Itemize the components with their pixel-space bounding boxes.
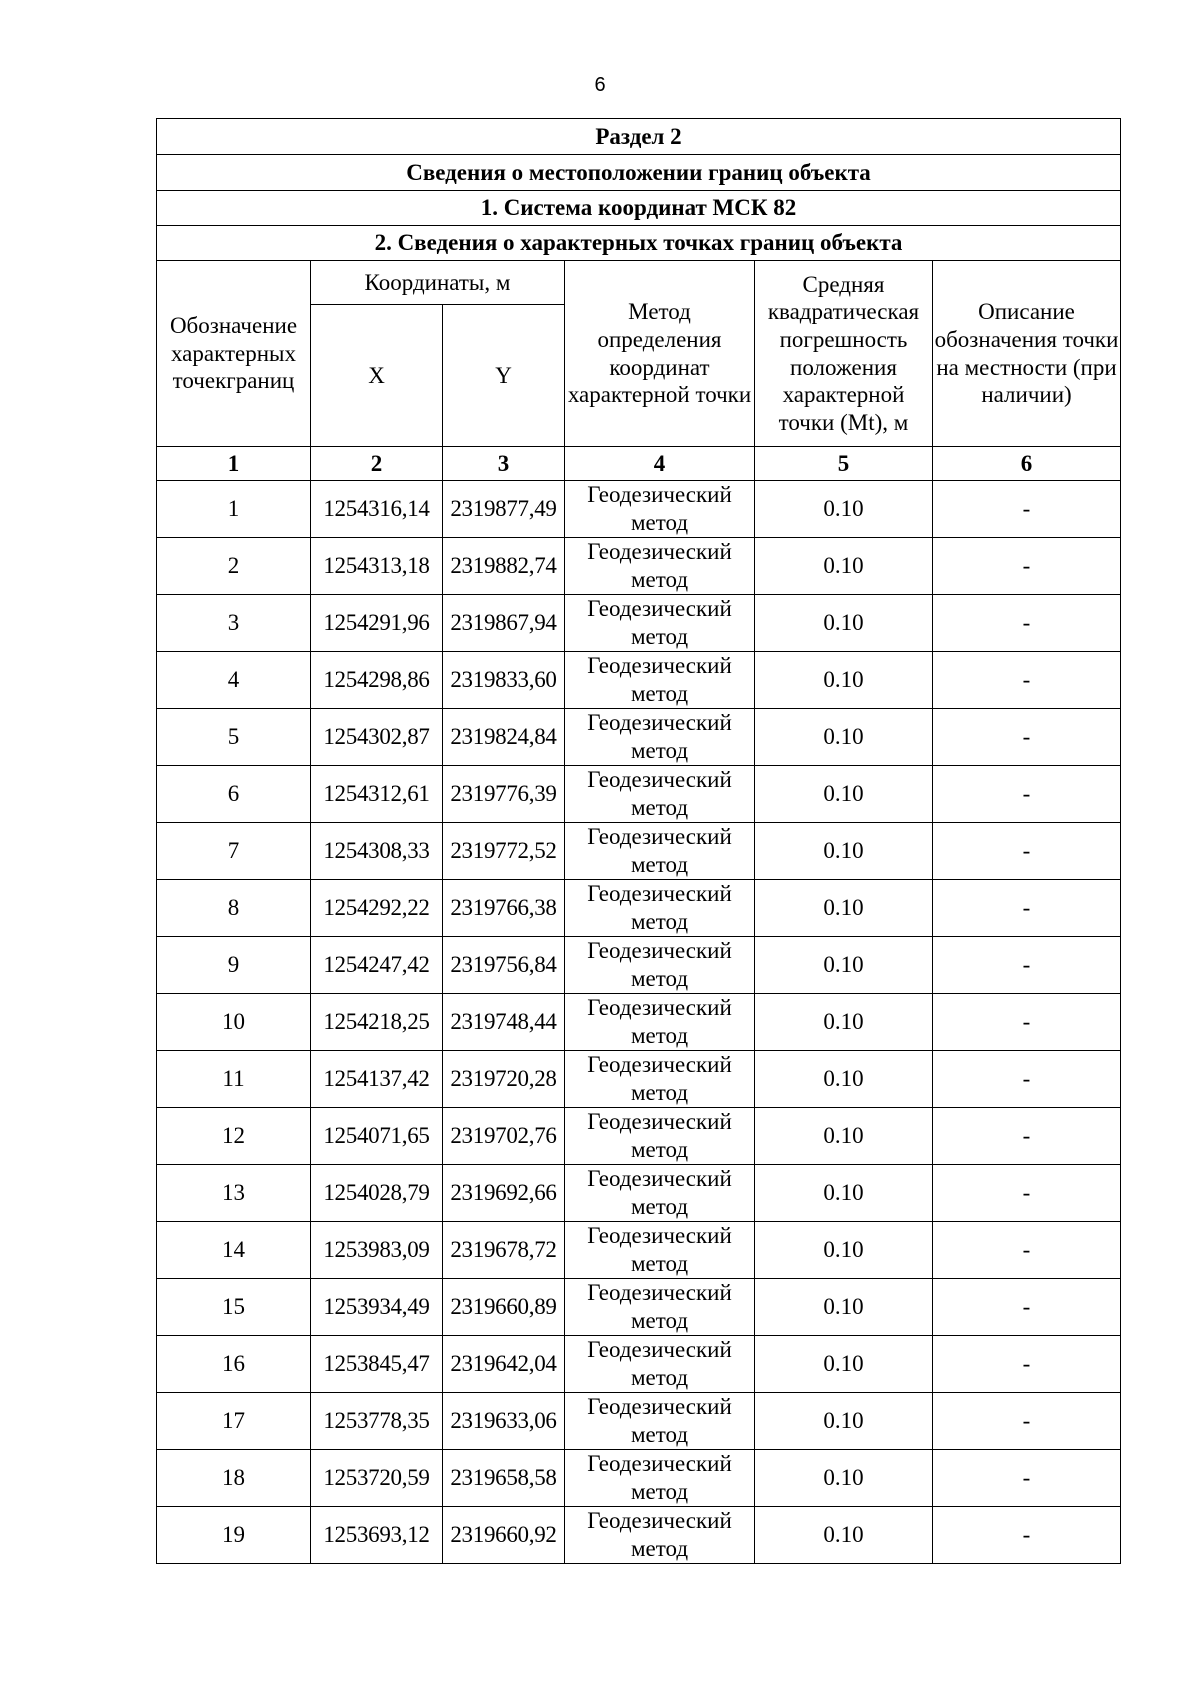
method-cell: Геодезический метод — [565, 1393, 755, 1450]
coordinate-system-row — [157, 191, 1121, 226]
x-coordinate-cell: 1254298,86 — [311, 652, 443, 709]
error-cell: 0.10 — [755, 1279, 933, 1336]
section-title-row — [157, 119, 1121, 155]
point-number-cell: 5 — [157, 709, 311, 766]
point-number-cell: 6 — [157, 766, 311, 823]
description-cell: - — [933, 1051, 1121, 1108]
method-cell: Геодезический метод — [565, 481, 755, 538]
description-cell: - — [933, 652, 1121, 709]
column-number: 1 — [157, 447, 311, 481]
method-cell: Геодезический метод — [565, 1450, 755, 1507]
column-number: 6 — [933, 447, 1121, 481]
table-row — [157, 1108, 1121, 1165]
y-coordinate-cell: 2319756,84 — [443, 937, 565, 994]
x-coordinate-cell: 1253934,49 — [311, 1279, 443, 1336]
y-coordinate-cell: 2319748,44 — [443, 994, 565, 1051]
method-cell: Геодезический метод — [565, 823, 755, 880]
table-row — [157, 538, 1121, 595]
coordinate-system: 1. Система координат МСК 82 — [157, 191, 1121, 226]
page-number: 6 — [594, 74, 606, 96]
y-coordinate-cell: 2319824,84 — [443, 709, 565, 766]
point-number-cell: 12 — [157, 1108, 311, 1165]
x-coordinate-cell: 1253845,47 — [311, 1336, 443, 1393]
method-cell: Геодезический метод — [565, 1051, 755, 1108]
description-cell: - — [933, 1450, 1121, 1507]
y-coordinate-cell: 2319658,58 — [443, 1450, 565, 1507]
method-cell: Геодезический метод — [565, 1507, 755, 1564]
y-coordinate-cell: 2319678,72 — [443, 1222, 565, 1279]
method-cell: Геодезический метод — [565, 766, 755, 823]
point-number-cell: 8 — [157, 880, 311, 937]
method-cell: Геодезический метод — [565, 880, 755, 937]
description-cell: - — [933, 880, 1121, 937]
error-cell: 0.10 — [755, 1450, 933, 1507]
y-coordinate-cell: 2319882,74 — [443, 538, 565, 595]
point-number-cell: 13 — [157, 1165, 311, 1222]
x-coordinate-cell: 1254313,18 — [311, 538, 443, 595]
x-coordinate-cell: 1254302,87 — [311, 709, 443, 766]
column-number: 4 — [565, 447, 755, 481]
y-coordinate-cell: 2319867,94 — [443, 595, 565, 652]
error-cell: 0.10 — [755, 766, 933, 823]
point-number-cell: 3 — [157, 595, 311, 652]
header-description: Описание обозначения точки на местности (при наличии) — [933, 261, 1121, 447]
method-cell: Геодезический метод — [565, 1108, 755, 1165]
point-number-cell: 10 — [157, 994, 311, 1051]
method-cell: Геодезический метод — [565, 994, 755, 1051]
points-title-row — [157, 226, 1121, 261]
column-number: 3 — [443, 447, 565, 481]
description-cell: - — [933, 1393, 1121, 1450]
header-error: Средняя квадратическая погрешность положения характерной точки (Mt), м — [755, 261, 933, 447]
x-coordinate-cell: 1253720,59 — [311, 1450, 443, 1507]
x-coordinate-cell: 1253693,12 — [311, 1507, 443, 1564]
error-cell: 0.10 — [755, 709, 933, 766]
description-cell: - — [933, 595, 1121, 652]
column-number: 2 — [311, 447, 443, 481]
error-cell: 0.10 — [755, 1108, 933, 1165]
description-cell: - — [933, 538, 1121, 595]
y-coordinate-cell: 2319776,39 — [443, 766, 565, 823]
header-designation: Обозначение характерных точекграниц — [157, 261, 311, 447]
error-cell: 0.10 — [755, 1222, 933, 1279]
error-cell: 0.10 — [755, 1393, 933, 1450]
section-title: Раздел 2 — [157, 119, 1121, 155]
y-coordinate-cell: 2319772,52 — [443, 823, 565, 880]
y-coordinate-cell: 2319766,38 — [443, 880, 565, 937]
error-cell: 0.10 — [755, 880, 933, 937]
table-row — [157, 1165, 1121, 1222]
x-coordinate-cell: 1253778,35 — [311, 1393, 443, 1450]
y-coordinate-cell: 2319877,49 — [443, 481, 565, 538]
point-number-cell: 11 — [157, 1051, 311, 1108]
table-row — [157, 595, 1121, 652]
method-cell: Геодезический метод — [565, 1279, 755, 1336]
error-cell: 0.10 — [755, 1507, 933, 1564]
error-cell: 0.10 — [755, 937, 933, 994]
x-coordinate-cell: 1254071,65 — [311, 1108, 443, 1165]
description-cell: - — [933, 481, 1121, 538]
table-row — [157, 994, 1121, 1051]
table-row — [157, 709, 1121, 766]
error-cell: 0.10 — [755, 1051, 933, 1108]
description-cell: - — [933, 994, 1121, 1051]
y-coordinate-cell: 2319660,89 — [443, 1279, 565, 1336]
method-cell: Геодезический метод — [565, 595, 755, 652]
section-subtitle: Сведения о местоположении границ объекта — [157, 155, 1121, 191]
table-row — [157, 1507, 1121, 1564]
point-number-cell: 18 — [157, 1450, 311, 1507]
point-number-cell: 2 — [157, 538, 311, 595]
method-cell: Геодезический метод — [565, 1336, 755, 1393]
description-cell: - — [933, 1507, 1121, 1564]
method-cell: Геодезический метод — [565, 652, 755, 709]
description-cell: - — [933, 709, 1121, 766]
x-coordinate-cell: 1254316,14 — [311, 481, 443, 538]
point-number-cell: 19 — [157, 1507, 311, 1564]
x-coordinate-cell: 1254028,79 — [311, 1165, 443, 1222]
x-coordinate-cell: 1254308,33 — [311, 823, 443, 880]
header-coordinates: Координаты, м — [311, 261, 565, 305]
boundary-points-table — [156, 118, 1121, 1564]
method-cell: Геодезический метод — [565, 1165, 755, 1222]
description-cell: - — [933, 1108, 1121, 1165]
error-cell: 0.10 — [755, 538, 933, 595]
table-row — [157, 1336, 1121, 1393]
description-cell: - — [933, 823, 1121, 880]
table-row — [157, 1393, 1121, 1450]
column-numbers-row — [157, 447, 1121, 481]
y-coordinate-cell: 2319642,04 — [443, 1336, 565, 1393]
table-row — [157, 823, 1121, 880]
table-row — [157, 481, 1121, 538]
description-cell: - — [933, 937, 1121, 994]
method-cell: Геодезический метод — [565, 709, 755, 766]
table-row — [157, 1279, 1121, 1336]
description-cell: - — [933, 1279, 1121, 1336]
description-cell: - — [933, 1336, 1121, 1393]
error-cell: 0.10 — [755, 1336, 933, 1393]
subtitle-row — [157, 155, 1121, 191]
table-row — [157, 880, 1121, 937]
y-coordinate-cell: 2319660,92 — [443, 1507, 565, 1564]
point-number-cell: 17 — [157, 1393, 311, 1450]
error-cell: 0.10 — [755, 595, 933, 652]
method-cell: Геодезический метод — [565, 538, 755, 595]
header-y: Y — [443, 305, 565, 447]
y-coordinate-cell: 2319833,60 — [443, 652, 565, 709]
column-number: 5 — [755, 447, 933, 481]
description-cell: - — [933, 1222, 1121, 1279]
method-cell: Геодезический метод — [565, 1222, 755, 1279]
error-cell: 0.10 — [755, 1165, 933, 1222]
y-coordinate-cell: 2319692,66 — [443, 1165, 565, 1222]
header-row-1 — [157, 261, 1121, 305]
x-coordinate-cell: 1254292,22 — [311, 880, 443, 937]
x-coordinate-cell: 1254312,61 — [311, 766, 443, 823]
description-cell: - — [933, 1165, 1121, 1222]
description-cell: - — [933, 766, 1121, 823]
table-row — [157, 766, 1121, 823]
point-number-cell: 4 — [157, 652, 311, 709]
header-method: Метод определения координат характерной точки — [565, 261, 755, 447]
point-number-cell: 7 — [157, 823, 311, 880]
header-x: X — [311, 305, 443, 447]
y-coordinate-cell: 2319633,06 — [443, 1393, 565, 1450]
table-row — [157, 1051, 1121, 1108]
method-cell: Геодезический метод — [565, 937, 755, 994]
x-coordinate-cell: 1254291,96 — [311, 595, 443, 652]
x-coordinate-cell: 1253983,09 — [311, 1222, 443, 1279]
x-coordinate-cell: 1254218,25 — [311, 994, 443, 1051]
points-title: 2. Сведения о характерных точках границ объекта — [157, 226, 1121, 261]
error-cell: 0.10 — [755, 652, 933, 709]
point-number-cell: 14 — [157, 1222, 311, 1279]
table-row — [157, 1222, 1121, 1279]
error-cell: 0.10 — [755, 823, 933, 880]
table-row — [157, 652, 1121, 709]
x-coordinate-cell: 1254247,42 — [311, 937, 443, 994]
y-coordinate-cell: 2319720,28 — [443, 1051, 565, 1108]
point-number-cell: 9 — [157, 937, 311, 994]
x-coordinate-cell: 1254137,42 — [311, 1051, 443, 1108]
table-row — [157, 937, 1121, 994]
error-cell: 0.10 — [755, 994, 933, 1051]
y-coordinate-cell: 2319702,76 — [443, 1108, 565, 1165]
error-cell: 0.10 — [755, 481, 933, 538]
table-row — [157, 1450, 1121, 1507]
point-number-cell: 15 — [157, 1279, 311, 1336]
point-number-cell: 16 — [157, 1336, 311, 1393]
point-number-cell: 1 — [157, 481, 311, 538]
